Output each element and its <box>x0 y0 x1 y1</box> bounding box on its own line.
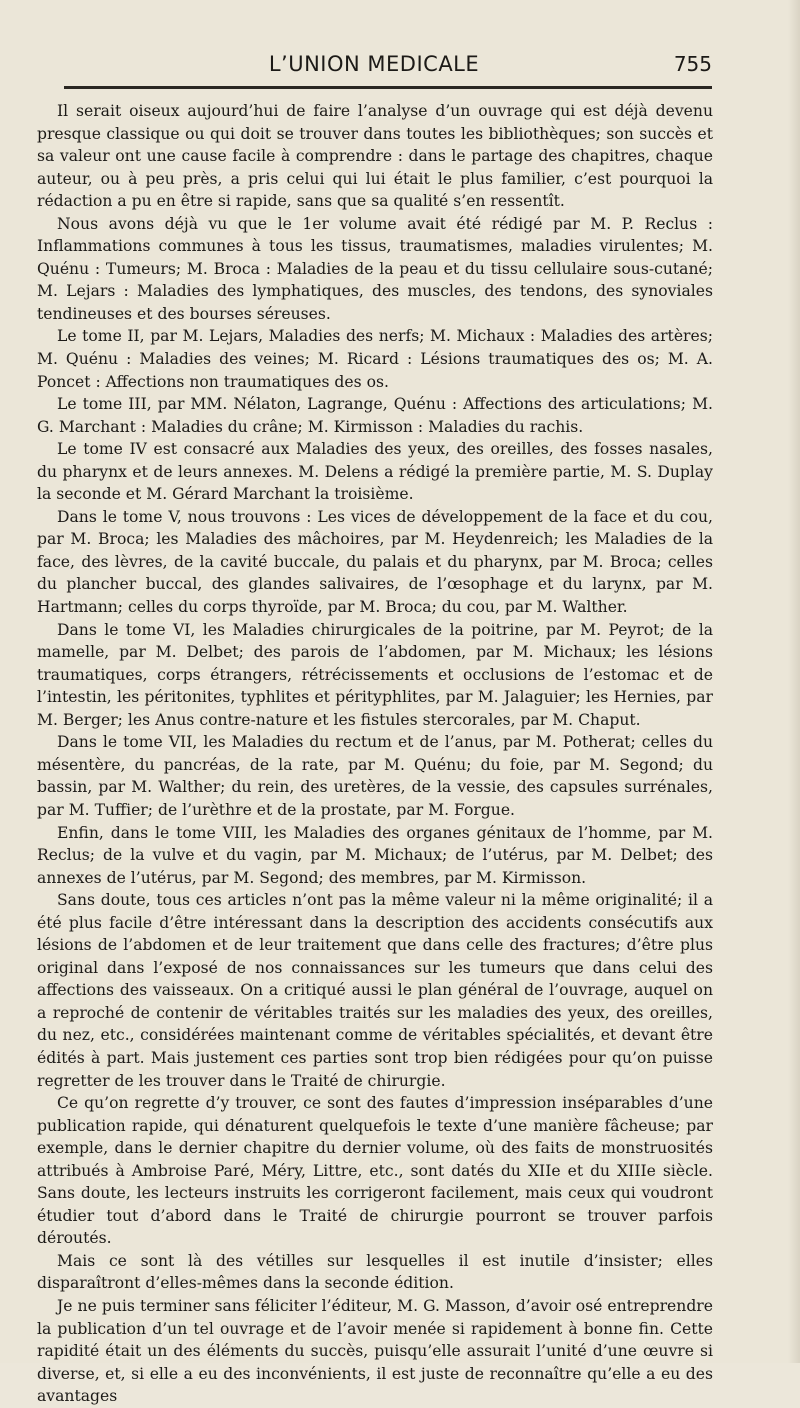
paragraph: Nous avons déjà vu que le 1er volume avait été rédigé par M. P. Reclus : Inflammations communes à tous les tissus, traumatismes, maladies virulentes; M. Quénu : Tumeurs; M. Broca : Maladies de la peau et du tissu cellulaire sous-cutané; M. Lejars : Maladies des lymphatiques, des muscles, des tendons, des synoviales tendineuses et des bourses séreuses. <box>37 214 713 323</box>
paragraph: Dans le tome V, nous trouvons : Les vices de développement de la face et du cou, par M. Broca; les Maladies des mâchoires, par M. Heydenreich; les Maladies de la face, des lèvres, de la cavité buccale, du palais et du pharynx, par M. Broca; celles du plancher buccal, des glandes salivaires, de l’œsophage et du larynx, par M. Hartmann; celles du corps thyroïde, par M. Broca; du cou, par M. Walther. <box>37 507 713 617</box>
running-header <box>36 52 712 78</box>
paragraph: Mais ce sont là des vétilles sur lesquelles il est inutile d’insister; elles disparaîtront d’elles-mêmes dans la seconde édition. <box>37 1251 713 1293</box>
paragraph: Ce qu’on regrette d’y trouver, ce sont des fautes d’impression inséparables d’une publication rapide, qui dénaturent quelquefois le texte d’une manière fâcheuse; par exemple, dans le dernier chapitre du dernier volume, où des faits de monstruosités attribués à Ambroise Paré, Méry, Littre, etc., sont datés du XIIe et du XIIIe siècle. Sans doute, les lecteurs instruits les corrigeront facilement, mais ceux qui voudront étudier tout d’abord dans le Traité de chirurgie pourront se trouver parfois déroutés. <box>37 1094 713 1248</box>
paragraph: Le tome II, par M. Lejars, Maladies des nerfs; M. Michaux : Maladies des artères; M. Quénu : Maladies des veines; M. Ricard : Lésions traumatiques des os; M. A. Poncet : Affections non traumatiques des os. <box>37 327 713 391</box>
header-rule <box>64 86 712 89</box>
journal-title: L’UNION MEDICALE <box>268 52 480 76</box>
page-number: 755 <box>673 52 712 76</box>
page-edge-shadow <box>788 0 800 1363</box>
paragraph: Enfin, dans le tome VIII, les Maladies des organes génitaux de l’homme, par M. Reclus; de la vulve et du vagin, par M. Michaux; de l’utérus, par M. Delbet; des annexes de l’utérus, par M. Segond; des membres, par M. Kirmisson. <box>37 823 713 887</box>
article-body <box>37 100 713 1408</box>
paragraph: Dans le tome VI, les Maladies chirurgicales de la poitrine, par M. Peyrot; de la mamelle, par M. Delbet; des parois de l’abdomen, par M. Michaux; les lésions traumatiques, corps étrangers, rétrécissements et occlusions de l’estomac et de l’intestin, les péritonites, typhlites et pérityphlites, par M. Jalaguier; les Hernies, par M. Berger; les Anus contre-nature et les fistules stercorales, par M. Chaput. <box>37 620 713 729</box>
paragraph: Le tome IV est consacré aux Maladies des yeux, des oreilles, des fosses nasales, du pharynx et de leurs annexes. M. Delens a rédigé la première partie, M. S. Duplay la seconde et M. Gérard Marchant la troisième. <box>37 440 713 504</box>
paragraph: Je ne puis terminer sans féliciter l’éditeur, M. G. Masson, d’avoir osé entreprendre la publication d’un tel ouvrage et de l’avoir menée si rapidement à bonne fin. Cette rapidité était un des éléments du succès, puisqu’elle assurait l’unité d’une œuvre si diverse, et, si elle a eu des inconvénients, il est juste de reconnaître qu’elle a eu des avantages <box>37 1296 713 1406</box>
paragraph: Dans le tome VII, les Maladies du rectum et de l’anus, par M. Potherat; celles du mésentère, du pancréas, de la rate, par M. Quénu; du foie, par M. Segond; du bassin, par M. Walther; du rein, des uretères, de la vessie, des capsules surrénales, par M. Tuffier; de l’urèthre et de la prostate, par M. Forgue. <box>37 733 713 819</box>
paragraph: Le tome III, par MM. Nélaton, Lagrange, Quénu : Affections des articulations; M. G. Marchant : Maladies du crâne; M. Kirmisson : Maladies du rachis. <box>37 395 713 436</box>
paragraph: Sans doute, tous ces articles n’ont pas la même valeur ni la même originalité; il a été plus facile d’être intéressant dans la description des accidents consécutifs aux lésions de l’abdomen et de leur traitement que dans celle des fractures; d’être plus original dans l’exposé de nos connaissances sur les tumeurs que dans celui des affections des vaisseaux. On a critiqué aussi le plan général de l’ouvrage, auquel on a reproché de contenir de véritables traités sur les maladies des yeux, des oreilles, du nez, etc., considérées maintenant comme de véritables spécialités, et devant être édités à part. Mais justement ces parties sont trop bien rédigées pour qu’on puisse regretter de les trouver dans le Traité de chirurgie. <box>37 891 713 1090</box>
paragraph: Il serait oiseux aujourd’hui de faire l’analyse d’un ouvrage qui est déjà devenu presque classique ou qui doit se trouver dans toutes les bibliothèques; son succès et sa valeur ont une cause facile à comprendre : dans le partage des chapitres, chaque auteur, ou à peu près, a pris celui qui lui était le plus familier, c’est pourquoi la rédaction a pu en être si rapide, sans que sa qualité s’en ressentît. <box>37 102 713 211</box>
